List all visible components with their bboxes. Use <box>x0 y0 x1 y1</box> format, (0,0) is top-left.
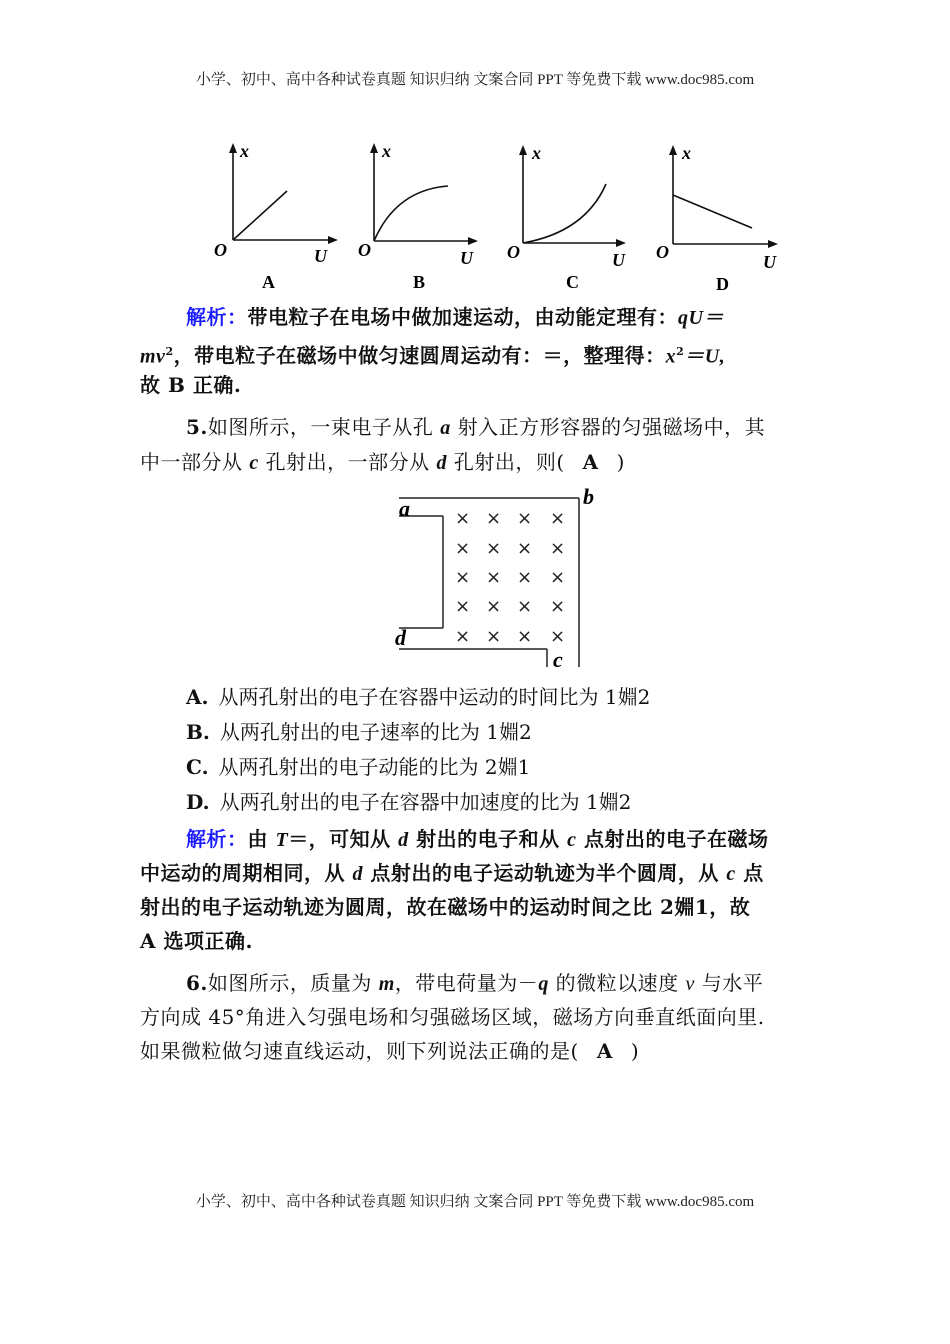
svg-text:×: × <box>486 508 502 529</box>
analysis-q5-line4: A 选项正确. <box>140 929 253 953</box>
svg-text:O: O <box>656 242 669 262</box>
svg-text:U: U <box>460 248 473 268</box>
question-text: 孔射出，一部分从 <box>258 450 437 474</box>
option-key: D. <box>186 790 210 814</box>
field-into-page-crosses <box>455 508 565 647</box>
svg-text:U: U <box>612 250 625 270</box>
option-text: 从两孔射出的电子在容器中运动的时间比为 1婣2 <box>218 685 651 709</box>
analysis-q4 <box>140 300 812 374</box>
page-footer: 小学、初中、高中各种试卷真题 知识归纳 文案合同 PPT 等免费下载 www.doc985.com <box>195 1194 755 1210</box>
label-c: c <box>553 647 563 672</box>
svg-text:A: A <box>262 272 275 292</box>
analysis-text: 带电粒子在电场中做加速运动，由动能定理有： <box>247 305 678 329</box>
option-text: 从两孔射出的电子速率的比为 1婣2 <box>219 720 532 744</box>
analysis-text: ，带电粒子在磁场中做匀速圆周运动有：＝，整理得： <box>173 343 666 368</box>
svg-text:O: O <box>358 240 371 260</box>
svg-text:×: × <box>517 626 533 647</box>
question-5 <box>140 410 812 480</box>
graph-c <box>490 140 640 300</box>
variable: m <box>378 973 395 995</box>
svg-text:D: D <box>716 274 729 294</box>
analysis-q5 <box>140 822 812 857</box>
analysis-text: 由 <box>247 827 276 851</box>
variable: c <box>249 452 259 474</box>
formula: ＝U, <box>684 345 726 368</box>
label-b: b <box>583 484 594 509</box>
axis-y-label: x <box>240 141 249 161</box>
option-d <box>186 785 631 819</box>
option-c <box>186 750 530 784</box>
svg-text:B: B <box>413 272 426 292</box>
svg-text:x: x <box>382 141 391 161</box>
formula: x <box>665 345 677 368</box>
analysis-q5-line3: 射出的电子运动轨迹为圆周，故在磁场中的运动时间之比 2婣1，故 <box>140 895 751 919</box>
svg-text:×: × <box>550 508 566 529</box>
question-text: ) <box>630 1039 640 1063</box>
answer-graphs <box>200 140 800 300</box>
answer: A <box>596 1039 613 1063</box>
question-text: ) <box>616 450 625 474</box>
question-text: 如图所示，质量为 <box>207 971 379 995</box>
svg-text:O: O <box>507 242 520 262</box>
variable: d <box>352 863 363 885</box>
svg-text:O: O <box>214 240 227 260</box>
analysis-text: ＝，可知从 <box>288 827 399 851</box>
superscript: 2 <box>165 345 174 358</box>
question-text: ，带电荷量为－ <box>394 971 539 995</box>
question-text: 如图所示，一束电子从孔 <box>207 415 441 439</box>
question-text: 如果微粒做匀速直线运动，则下列说法正确的是( <box>140 1039 579 1063</box>
question-text: 射入正方形容器的匀强磁场中，其 <box>450 415 766 439</box>
option-key: B. <box>186 720 210 744</box>
option-b <box>186 715 532 749</box>
svg-text:×: × <box>455 508 471 529</box>
graph-b <box>350 140 500 300</box>
analysis-q4-conclusion: 故 B 正确. <box>140 373 242 397</box>
question-6-line3 <box>140 1034 812 1068</box>
variable: c <box>567 829 577 851</box>
option-text: 从两孔射出的电子在容器中加速度的比为 1婣2 <box>219 790 632 814</box>
formula: mv <box>140 345 166 368</box>
analysis-label: 解析： <box>186 827 248 851</box>
analysis-text: 中运动的周期相同，从 <box>140 861 353 885</box>
variable: q <box>538 973 549 995</box>
formula: qU＝ <box>678 307 724 329</box>
svg-text:x: x <box>682 143 691 163</box>
question-text: 与水平 <box>694 971 764 995</box>
option-text: 从两孔射出的电子动能的比为 2婣1 <box>218 755 531 779</box>
svg-text:x: x <box>532 143 541 163</box>
svg-text:×: × <box>517 508 533 529</box>
magnetic-field-diagram <box>385 482 610 672</box>
svg-text:×: × <box>517 538 533 559</box>
question-number: 6. <box>186 971 208 995</box>
variable: a <box>440 417 451 439</box>
svg-text:U: U <box>314 246 327 266</box>
question-number: 5. <box>186 415 208 439</box>
variable: T <box>275 829 289 851</box>
graph-d <box>640 140 790 300</box>
variable: d <box>398 829 409 851</box>
question-text: 的微粒以速度 <box>548 971 686 995</box>
label-d: d <box>395 625 406 650</box>
svg-text:×: × <box>486 567 502 588</box>
svg-text:×: × <box>550 538 566 559</box>
analysis-text: 点 <box>735 861 764 885</box>
variable: d <box>436 452 447 474</box>
analysis-text: 点射出的电子在磁场 <box>576 827 769 851</box>
svg-text:×: × <box>455 538 471 559</box>
svg-text:×: × <box>517 567 533 588</box>
svg-text:×: × <box>486 538 502 559</box>
question-text: 中一部分从 <box>140 450 250 474</box>
analysis-text: 点射出的电子运动轨迹为半个圆周，从 <box>362 861 727 885</box>
svg-text:×: × <box>486 626 502 647</box>
option-a <box>186 680 650 714</box>
label-a: a <box>399 496 410 521</box>
question-6 <box>140 966 812 1001</box>
answer: A <box>582 450 599 474</box>
variable: c <box>726 863 736 885</box>
page-header: 小学、初中、高中各种试卷真题 知识归纳 文案合同 PPT 等免费下载 www.doc985.com <box>195 72 755 88</box>
svg-text:×: × <box>550 626 566 647</box>
analysis-label: 解析： <box>186 305 248 329</box>
svg-text:×: × <box>550 567 566 588</box>
svg-text:×: × <box>455 626 471 647</box>
svg-text:C: C <box>566 272 579 292</box>
graph-a <box>210 140 360 300</box>
option-key: C. <box>186 755 209 779</box>
question-6-line2: 方向成 45°角进入匀强电场和匀强磁场区域，磁场方向垂直纸面向里. <box>140 1005 765 1029</box>
svg-text:×: × <box>455 567 471 588</box>
svg-text:×: × <box>517 596 533 617</box>
svg-text:U: U <box>763 252 776 272</box>
option-key: A. <box>186 685 209 709</box>
variable: v <box>685 973 695 995</box>
superscript: 2 <box>676 345 685 358</box>
svg-text:×: × <box>550 596 566 617</box>
analysis-q5-line2 <box>140 856 812 891</box>
question-text: 孔射出，则( <box>446 450 565 474</box>
svg-text:×: × <box>486 596 502 617</box>
svg-text:×: × <box>455 596 471 617</box>
analysis-text: 射出的电子和从 <box>408 827 568 851</box>
